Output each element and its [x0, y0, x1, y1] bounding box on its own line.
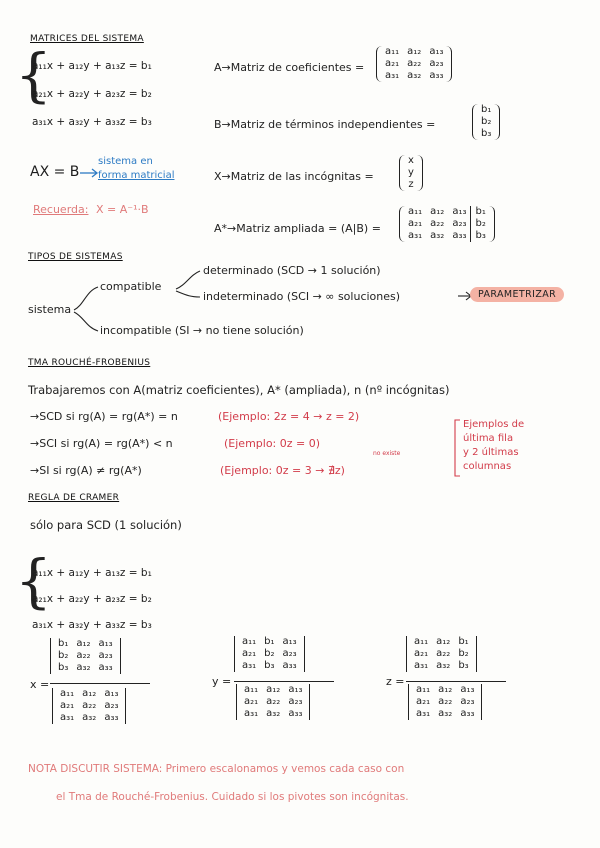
matrix-b-cell: b₁	[481, 104, 492, 115]
z-den-row	[412, 708, 478, 720]
cramer-z-numerator	[406, 636, 477, 672]
matrix-x-row	[404, 167, 418, 179]
x-den-cell: a₃₃	[104, 712, 119, 723]
y-num-cell: a₃₃	[282, 660, 297, 671]
cramer-y-fraction-line	[234, 681, 334, 682]
side-note-line-4: columnas	[463, 461, 512, 472]
x-den-cell: a₁₁	[60, 688, 75, 699]
y-den-cell: a₁₁	[244, 684, 259, 695]
x-den-cell: a₂₁	[60, 700, 75, 711]
cramer-x-numerator	[50, 638, 121, 674]
z-den-cell: a₂₂	[438, 696, 453, 707]
matrix-b	[472, 104, 500, 140]
y-num-cell: b₂	[264, 648, 275, 659]
matrix-a-row	[381, 46, 447, 58]
z-num-cell: a₂₂	[436, 648, 451, 659]
z-den-cell: a₂₁	[416, 696, 431, 707]
axb-note-1: sistema en	[98, 156, 153, 167]
remember-formula: X = A⁻¹·B	[96, 203, 149, 216]
y-den-row	[240, 696, 306, 708]
tree-determinado: determinado (SCD → 1 solución)	[203, 264, 381, 277]
matrix-ext-cell: a₂₁	[408, 218, 423, 229]
y-num-cell: a₁₃	[282, 636, 297, 647]
cramer-eq-1: a₁₁x + a₁₂y + a₁₃z = b₁	[32, 567, 152, 579]
matrix-ext-row	[404, 218, 490, 230]
matrix-ext-grid	[404, 206, 490, 242]
matrix-ext-cell: b₂	[471, 218, 490, 230]
cramer-brace: {	[15, 547, 52, 615]
scd-example: (Ejemplo: 2z = 4 → z = 2)	[218, 410, 360, 423]
y-num-grid	[238, 636, 301, 672]
z-den-cell: a₂₃	[460, 696, 475, 707]
z-den-cell: a₁₁	[416, 684, 431, 695]
cramer-x-label: x =	[30, 678, 50, 691]
x-den-cell: a₁₃	[104, 688, 119, 699]
z-num-row	[410, 648, 473, 660]
matrix-a-cell: a₃₂	[407, 70, 422, 81]
matrix-a-row	[381, 58, 447, 70]
matrix-a-grid	[381, 46, 447, 82]
x-num-cell: a₁₃	[98, 638, 113, 649]
cramer-y-label: y =	[212, 675, 232, 688]
z-num-cell: b₂	[458, 648, 469, 659]
z-den-grid	[412, 684, 478, 720]
x-num-row	[54, 662, 117, 674]
z-den-cell: a₁₂	[438, 684, 453, 695]
matrix-a	[376, 46, 452, 82]
tree-compatible: compatible	[100, 280, 162, 293]
matrix-b-cell: b₂	[481, 116, 492, 127]
z-num-row	[410, 660, 473, 672]
matrix-a-cell: a₁₁	[385, 46, 400, 57]
matrix-ext-cell: b₃	[471, 230, 490, 242]
y-den-cell: a₁₂	[266, 684, 281, 695]
matrix-x-cell: y	[408, 167, 414, 178]
y-num-cell: a₃₁	[242, 660, 257, 671]
system-eq-1: a₁₁x + a₁₂y + a₁₃z = b₁	[32, 60, 152, 72]
z-num-cell: a₁₂	[436, 636, 451, 647]
axb-arrow-icon	[80, 168, 100, 178]
x-den-row	[56, 712, 122, 724]
si-example: (Ejemplo: 0z = 3 → ∄z)	[220, 464, 345, 477]
rouche-intro: Trabajaremos con A(matriz coeficientes), A* (ampliada), n (nº incógnitas)	[28, 383, 450, 397]
y-den-cell: a₂₂	[266, 696, 281, 707]
x-num-grid	[54, 638, 117, 674]
z-den-cell: a₃₁	[416, 708, 431, 719]
parametrizar-badge: PARAMETRIZAR	[470, 287, 564, 302]
y-den-cell: a₂₁	[244, 696, 259, 707]
note-line-1: NOTA DISCUTIR SISTEMA: Primero escalonamos y vemos cada caso con	[28, 763, 405, 775]
y-num-cell: b₁	[264, 636, 275, 647]
matrix-a-cell: a₂₁	[385, 58, 400, 69]
matrix-ext-cell: a₂₂	[430, 218, 445, 229]
matrix-x-grid	[404, 155, 418, 191]
system-brace: {	[15, 41, 52, 109]
matrix-b-cell: b₃	[481, 128, 492, 139]
z-den-cell: a₃₂	[438, 708, 453, 719]
matrix-a-cell: a₁₂	[407, 46, 422, 57]
z-den-row	[412, 696, 478, 708]
y-den-cell: a₂₃	[288, 696, 303, 707]
y-num-row	[238, 648, 301, 660]
scd-rule: →SCD si rg(A) = rg(A*) = n	[30, 410, 178, 423]
x-den-row	[56, 700, 122, 712]
y-num-row	[238, 660, 301, 672]
matrix-b-grid	[477, 104, 495, 140]
x-den-cell: a₁₂	[82, 688, 97, 699]
x-num-cell: b₃	[58, 662, 69, 673]
cramer-subtitle: sólo para SCD (1 solución)	[30, 518, 182, 532]
y-den-grid	[240, 684, 306, 720]
tree-root: sistema	[28, 303, 72, 316]
matrix-a-cell: a₂₃	[429, 58, 444, 69]
cramer-x-denominator	[52, 688, 126, 724]
note-line-2: el Tma de Rouché-Frobenius. Cuidado si los pivotes son incógnitas.	[56, 791, 409, 803]
remember-label: Recuerda:	[33, 203, 89, 216]
matrix-ext-label: A*→Matriz ampliada = (A|B) =	[214, 222, 381, 235]
y-num-cell: a₂₃	[282, 648, 297, 659]
sci-rule: →SCI si rg(A) = rg(A*) < n	[30, 437, 173, 450]
si-note: no existe	[373, 450, 401, 457]
side-note-line-3: y 2 últimas	[463, 447, 519, 458]
x-num-cell: a₃₃	[98, 662, 113, 673]
cramer-z-fraction-line	[406, 681, 506, 682]
x-den-cell: a₃₁	[60, 712, 75, 723]
z-num-cell: a₃₂	[436, 660, 451, 671]
y-den-cell: a₃₃	[288, 708, 303, 719]
x-num-cell: a₁₂	[76, 638, 91, 649]
y-den-row	[240, 708, 306, 720]
y-den-cell: a₁₃	[288, 684, 303, 695]
z-num-cell: a₂₁	[414, 648, 429, 659]
matrix-x-row	[404, 155, 418, 167]
matrix-a-cell: a₁₃	[429, 46, 444, 57]
x-num-cell: b₂	[58, 650, 69, 661]
cramer-eq-3: a₃₁x + a₃₂y + a₃₃z = b₃	[32, 619, 152, 631]
matrix-ext-row	[404, 206, 490, 218]
y-num-cell: a₂₁	[242, 648, 257, 659]
matrix-b-label: B→Matriz de términos independientes =	[214, 118, 436, 131]
z-num-row	[410, 636, 473, 648]
heading-matrices: MATRICES DEL SISTEMA	[30, 34, 144, 44]
matrix-x-cell: x	[408, 155, 414, 166]
matrix-ext-cell: a₁₂	[430, 206, 445, 217]
matrix-ext-cell: a₃₂	[430, 230, 445, 241]
matrix-x-row	[404, 179, 418, 191]
y-num-row	[238, 636, 301, 648]
cramer-y-denominator	[236, 684, 310, 720]
x-num-cell: b₁	[58, 638, 69, 649]
x-den-cell: a₂₂	[82, 700, 97, 711]
matrix-ext-row	[404, 230, 490, 242]
x-den-cell: a₃₂	[82, 712, 97, 723]
x-num-row	[54, 650, 117, 662]
z-num-grid	[410, 636, 473, 672]
matrix-ext-cell: a₃₃	[452, 230, 467, 241]
matrix-a-cell: a₃₁	[385, 70, 400, 81]
tree-incompatible: incompatible (SI → no tiene solución)	[100, 324, 304, 337]
x-num-row	[54, 638, 117, 650]
heading-tipos: TIPOS DE SISTEMAS	[28, 252, 123, 262]
y-den-row	[240, 684, 306, 696]
matrix-ext-cell: a₁₁	[408, 206, 423, 217]
z-den-row	[412, 684, 478, 696]
y-den-cell: a₃₁	[244, 708, 259, 719]
matrix-x	[399, 155, 423, 191]
matrix-a-row	[381, 70, 447, 82]
matrix-x-label: X→Matriz de las incógnitas =	[214, 170, 374, 183]
sci-example: (Ejemplo: 0z = 0)	[224, 437, 321, 450]
z-den-cell: a₁₃	[460, 684, 475, 695]
matrix-ext-cell: b₁	[471, 206, 490, 218]
matrix-x-cell: z	[408, 179, 414, 190]
x-num-cell: a₂₂	[76, 650, 91, 661]
side-note	[463, 418, 563, 474]
z-num-cell: b₁	[458, 636, 469, 647]
side-note-bracket	[452, 418, 462, 478]
matrix-a-cell: a₂₂	[407, 58, 422, 69]
axb-formula: AX = B	[30, 164, 80, 180]
side-note-line-1: Ejemplos de	[463, 419, 525, 430]
y-den-cell: a₃₂	[266, 708, 281, 719]
matrix-b-row	[477, 116, 495, 128]
matrix-a-label: A→Matriz de coeficientes =	[214, 61, 365, 74]
system-eq-2: a₂₁x + a₂₂y + a₂₃z = b₂	[32, 88, 152, 100]
y-num-cell: b₃	[264, 660, 275, 671]
tree-indeterminado: indeterminado (SCI → ∞ soluciones)	[203, 290, 401, 303]
x-den-grid	[56, 688, 122, 724]
cramer-x-fraction-line	[50, 683, 150, 684]
z-num-cell: a₃₁	[414, 660, 429, 671]
z-den-cell: a₃₃	[460, 708, 475, 719]
axb-note-2: forma matricial	[98, 170, 175, 181]
z-num-cell: b₃	[458, 660, 469, 671]
si-rule: →SI si rg(A) ≠ rg(A*)	[30, 464, 142, 477]
matrix-ext-cell: a₂₃	[452, 218, 467, 229]
x-num-cell: a₃₂	[76, 662, 91, 673]
cramer-eq-2: a₂₁x + a₂₂y + a₂₃z = b₂	[32, 593, 152, 605]
heading-cramer: REGLA DE CRAMER	[28, 493, 120, 503]
heading-rouche: TMA ROUCHÉ-FROBENIUS	[28, 358, 151, 368]
x-den-row	[56, 688, 122, 700]
system-eq-3: a₃₁x + a₃₂y + a₃₃z = b₃	[32, 116, 152, 128]
matrix-a-cell: a₃₃	[429, 70, 444, 81]
cramer-y-numerator	[234, 636, 305, 672]
matrix-ext-cell: a₁₃	[452, 206, 467, 217]
y-num-cell: a₁₁	[242, 636, 257, 647]
matrix-b-row	[477, 128, 495, 140]
x-den-cell: a₂₃	[104, 700, 119, 711]
matrix-ext	[399, 206, 495, 242]
x-num-cell: a₂₃	[98, 650, 113, 661]
cramer-z-denominator	[408, 684, 482, 720]
cramer-z-label: z =	[386, 675, 405, 688]
matrix-ext-cell: a₃₁	[408, 230, 423, 241]
z-num-cell: a₁₁	[414, 636, 429, 647]
matrix-b-row	[477, 104, 495, 116]
side-note-line-2: última fila	[463, 433, 514, 444]
